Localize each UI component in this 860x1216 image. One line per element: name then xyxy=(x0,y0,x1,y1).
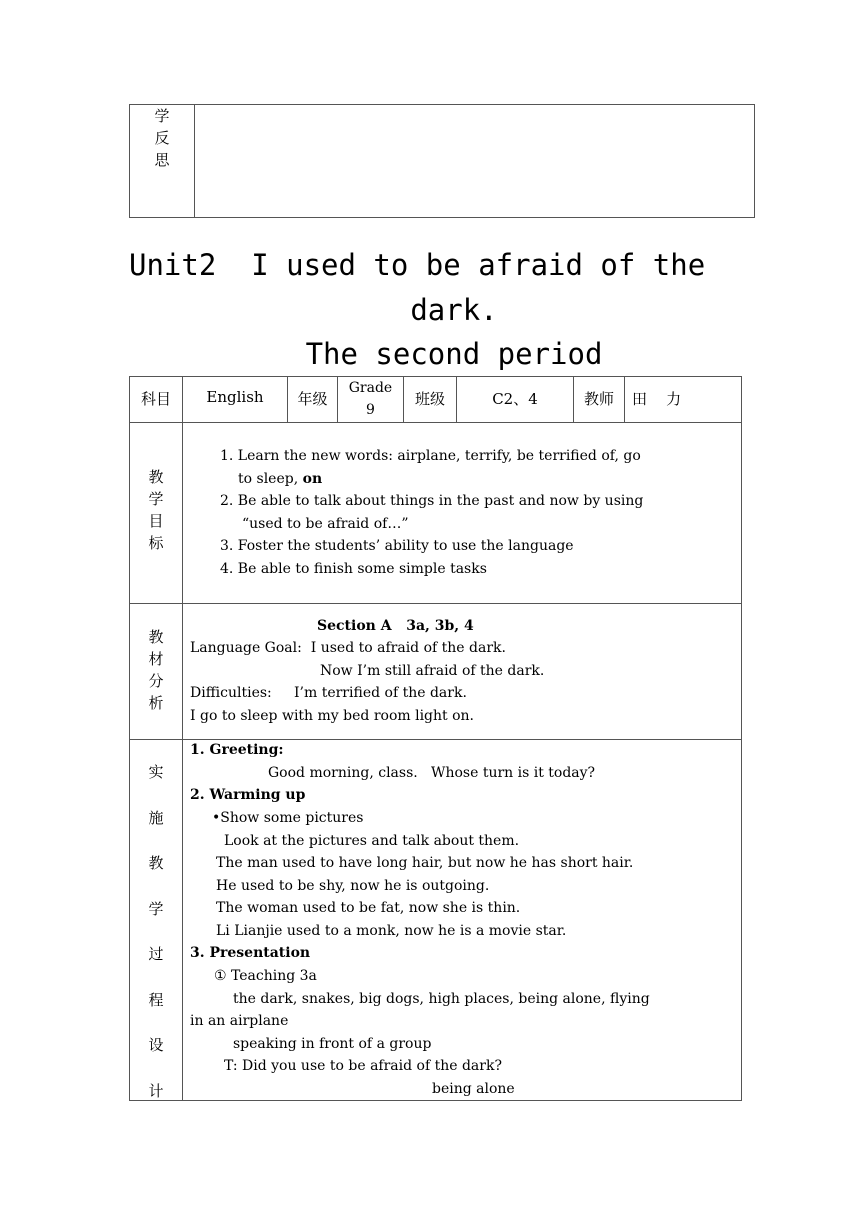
label-char: 材 xyxy=(148,650,164,668)
presentation-heading: 3. Presentation xyxy=(190,945,311,961)
objective-line: “used to be afraid of…” xyxy=(242,516,409,532)
row-divider xyxy=(129,603,742,604)
analysis-line: Now I’m still afraid of the dark. xyxy=(320,663,545,679)
page-subtitle: The second period xyxy=(305,337,603,371)
reflection-table xyxy=(129,104,755,218)
page-title-line1: Unit2 I used to be afraid of the xyxy=(129,248,706,282)
column-divider xyxy=(624,376,625,422)
grade-value xyxy=(338,377,403,421)
subject-value: English xyxy=(206,388,264,406)
warming-heading: 2. Warming up xyxy=(190,787,306,803)
teacher-value: 田 力 xyxy=(632,390,682,408)
label-char: 程 xyxy=(148,990,164,1009)
objective-line: 3. Foster the students’ ability to use the language xyxy=(220,538,574,554)
label-char: 学 xyxy=(154,107,170,125)
analysis-label xyxy=(130,626,182,714)
analysis-line: Difficulties: I’m terrified of the dark. xyxy=(190,685,467,701)
label-char: 学 xyxy=(148,490,164,508)
label-char: 思 xyxy=(154,151,170,169)
grade-value-line: 9 xyxy=(366,402,375,418)
presentation-line: the dark, snakes, big dogs, high places, being alone, flying xyxy=(233,991,650,1007)
label-char: 实 xyxy=(148,763,164,781)
objective-line: 1. Learn the new words: airplane, terrify, be terrified of, go xyxy=(220,448,641,464)
objectives-label xyxy=(130,466,182,554)
warming-line: Look at the pictures and talk about them. xyxy=(224,833,520,849)
label-char: 教 xyxy=(148,468,164,486)
warming-line: The man used to have long hair, but now he has short hair. xyxy=(216,855,634,871)
subject-label: 科目 xyxy=(140,390,171,408)
warming-line: The woman used to be fat, now she is thin. xyxy=(216,900,521,916)
objective-line: 4. Be able to finish some simple tasks xyxy=(220,561,487,577)
label-char: 析 xyxy=(148,694,164,712)
column-divider xyxy=(182,376,183,1101)
class-value: C2、4 xyxy=(492,390,538,408)
label-char: 设 xyxy=(148,1036,164,1054)
teacher-label: 教师 xyxy=(583,390,614,408)
presentation-line: T: Did you use to be afraid of the dark? xyxy=(224,1058,502,1074)
label-char: 计 xyxy=(148,1081,164,1100)
grade-value-line: Grade xyxy=(348,380,393,396)
objective-text: to sleep, xyxy=(238,471,303,487)
label-char: 教 xyxy=(148,854,164,872)
greeting-heading: 1. Greeting: xyxy=(190,742,284,758)
presentation-line: ① Teaching 3a xyxy=(214,968,317,984)
analysis-line: Language Goal: I used to afraid of the dark. xyxy=(190,640,506,656)
label-char: 过 xyxy=(148,945,164,963)
process-label xyxy=(130,750,182,1114)
presentation-line: speaking in front of a group xyxy=(233,1036,432,1052)
label-char: 施 xyxy=(148,808,164,827)
warming-line: He used to be shy, now he is outgoing. xyxy=(216,878,490,894)
row-divider xyxy=(129,422,742,423)
presentation-line: in an airplane xyxy=(190,1013,289,1029)
greeting-text: Good morning, class. Whose turn is it today? xyxy=(268,765,596,781)
warming-line: Li Lianjie used to a monk, now he is a movie star. xyxy=(216,923,567,939)
presentation-line: being alone xyxy=(432,1081,515,1097)
warming-line: •Show some pictures xyxy=(212,810,364,826)
objective-bold-text: on xyxy=(302,471,323,487)
label-char: 教 xyxy=(148,628,164,646)
class-label: 班级 xyxy=(414,390,445,408)
label-char: 分 xyxy=(148,672,164,690)
analysis-heading: Section A 3a, 3b, 4 xyxy=(317,618,474,634)
objective-line: 2. Be able to talk about things in the past and now by using xyxy=(220,493,644,509)
label-char: 学 xyxy=(148,899,164,918)
page-title-line2: dark. xyxy=(410,293,498,327)
label-char: 反 xyxy=(154,129,170,147)
label-char: 标 xyxy=(148,534,164,552)
objective-line xyxy=(238,468,322,491)
reflection-label xyxy=(130,105,194,171)
label-char: 目 xyxy=(148,512,164,530)
analysis-line: I go to sleep with my bed room light on. xyxy=(190,708,474,724)
reflection-divider xyxy=(194,104,195,218)
grade-label: 年级 xyxy=(297,390,328,408)
